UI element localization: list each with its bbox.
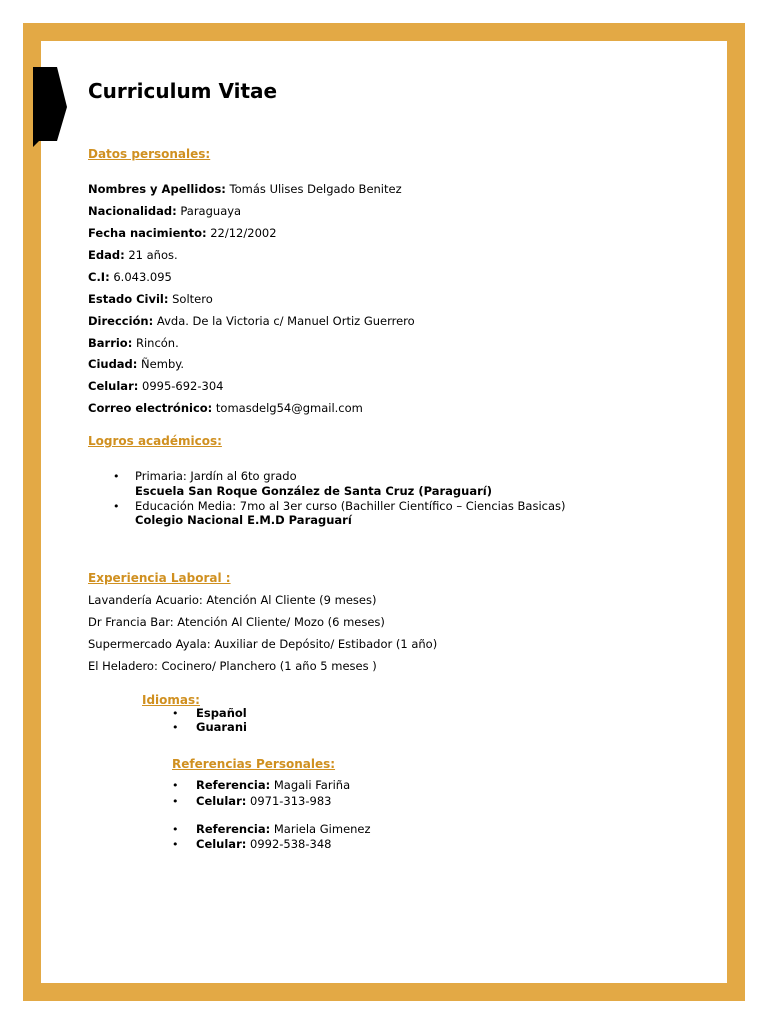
personal-field-civil-status xyxy=(88,291,213,307)
personal-field-city xyxy=(88,356,184,372)
field-label: Fecha nacimiento: xyxy=(88,226,207,240)
field-label: Edad: xyxy=(88,248,125,262)
phone-value: 0992-538-348 xyxy=(246,837,332,851)
field-separator: : xyxy=(132,357,138,371)
field-label: Ciudad xyxy=(88,357,133,371)
bullet-icon: • xyxy=(172,838,179,851)
bullet-icon: • xyxy=(172,779,179,792)
personal-field-phone xyxy=(88,378,223,394)
reference-name xyxy=(196,778,350,793)
academic-item-primary-line1: Primaria: Jardín al 6to grado xyxy=(135,469,297,483)
document-title: Curriculum Vitae xyxy=(88,79,278,103)
field-value: Rincón. xyxy=(132,336,179,350)
experience-heading: Experiencia Laboral : xyxy=(88,571,231,585)
field-value: 22/12/2002 xyxy=(206,226,277,240)
reference-value: Magali Fariña xyxy=(270,778,351,792)
field-label: C.I: xyxy=(88,270,110,284)
language-item: Español xyxy=(196,706,247,720)
personal-field-id xyxy=(88,269,172,285)
field-value: tomasdelg54@gmail.com xyxy=(212,401,363,415)
field-separator: : xyxy=(221,182,226,196)
field-value: 0995-692-304 xyxy=(138,379,224,393)
field-label: Estado Civil: xyxy=(88,292,169,306)
bullet-icon: • xyxy=(172,707,179,720)
personal-field-age xyxy=(88,247,178,263)
experience-item: El Heladero: Cocinero/ Planchero (1 año 5 meses ) xyxy=(88,659,377,673)
field-value: Avda. De la Victoria c/ Manuel Ortiz Guerrero xyxy=(153,314,415,328)
academic-item-secondary-line1: Educación Media: 7mo al 3er curso (Bachiller Científico – Ciencias Basicas) xyxy=(135,499,566,513)
reference-phone xyxy=(196,837,331,852)
black-ribbon-marker xyxy=(33,67,67,147)
academic-heading: Logros académicos: xyxy=(88,434,222,448)
personal-field-address xyxy=(88,313,415,329)
ribbon-shape xyxy=(33,67,67,147)
field-value: Paraguaya xyxy=(176,204,242,218)
academic-item-secondary-school: Colegio Nacional E.M.D Paraguarí xyxy=(135,513,352,527)
academic-item-primary-school: Escuela San Roque González de Santa Cruz (Paraguarí) xyxy=(135,484,492,498)
experience-item: Dr Francia Bar: Atención Al Cliente/ Mozo (6 meses) xyxy=(88,615,385,629)
experience-item: Lavandería Acuario: Atención Al Cliente (9 meses) xyxy=(88,593,377,607)
reference-label: Referencia: xyxy=(196,822,271,836)
reference-name xyxy=(196,822,371,837)
phone-label: Celular: xyxy=(196,837,247,851)
bullet-icon: • xyxy=(113,470,120,483)
field-label: Nacionalidad: xyxy=(88,204,177,218)
field-value: Tomás Ulises Delgado Benitez xyxy=(225,182,402,196)
field-label: Dirección: xyxy=(88,314,154,328)
reference-label: Referencia: xyxy=(196,778,271,792)
phone-label: Celular: xyxy=(196,794,247,808)
field-value: 6.043.095 xyxy=(109,270,172,284)
bullet-icon: • xyxy=(172,823,179,836)
references-heading: Referencias Personales: xyxy=(172,757,336,771)
experience-item: Supermercado Ayala: Auxiliar de Depósito/ Estibador (1 año) xyxy=(88,637,438,651)
field-label: Celular: xyxy=(88,379,139,393)
personal-field-neighborhood xyxy=(88,335,179,351)
phone-value: 0971-313-983 xyxy=(246,794,332,808)
bullet-icon: • xyxy=(172,721,179,734)
field-label: Nombres y Apellidos xyxy=(88,182,222,196)
field-label: Correo electrónico: xyxy=(88,401,213,415)
bullet-icon: • xyxy=(172,795,179,808)
personal-field-nationality xyxy=(88,203,241,219)
languages-heading: Idiomas: xyxy=(142,693,200,707)
personal-field-email xyxy=(88,400,363,416)
field-label: Barrio: xyxy=(88,336,133,350)
reference-value: Mariela Gimenez xyxy=(270,822,371,836)
reference-phone xyxy=(196,794,331,809)
personal-field-name xyxy=(88,181,402,197)
personal-data-heading: Datos personales: xyxy=(88,147,211,161)
language-item: Guarani xyxy=(196,720,247,734)
field-value: Ñemby. xyxy=(137,357,185,371)
field-value: Soltero xyxy=(168,292,213,306)
bullet-icon: • xyxy=(113,500,120,513)
personal-field-birthdate xyxy=(88,225,277,241)
field-value: 21 años. xyxy=(124,248,178,262)
